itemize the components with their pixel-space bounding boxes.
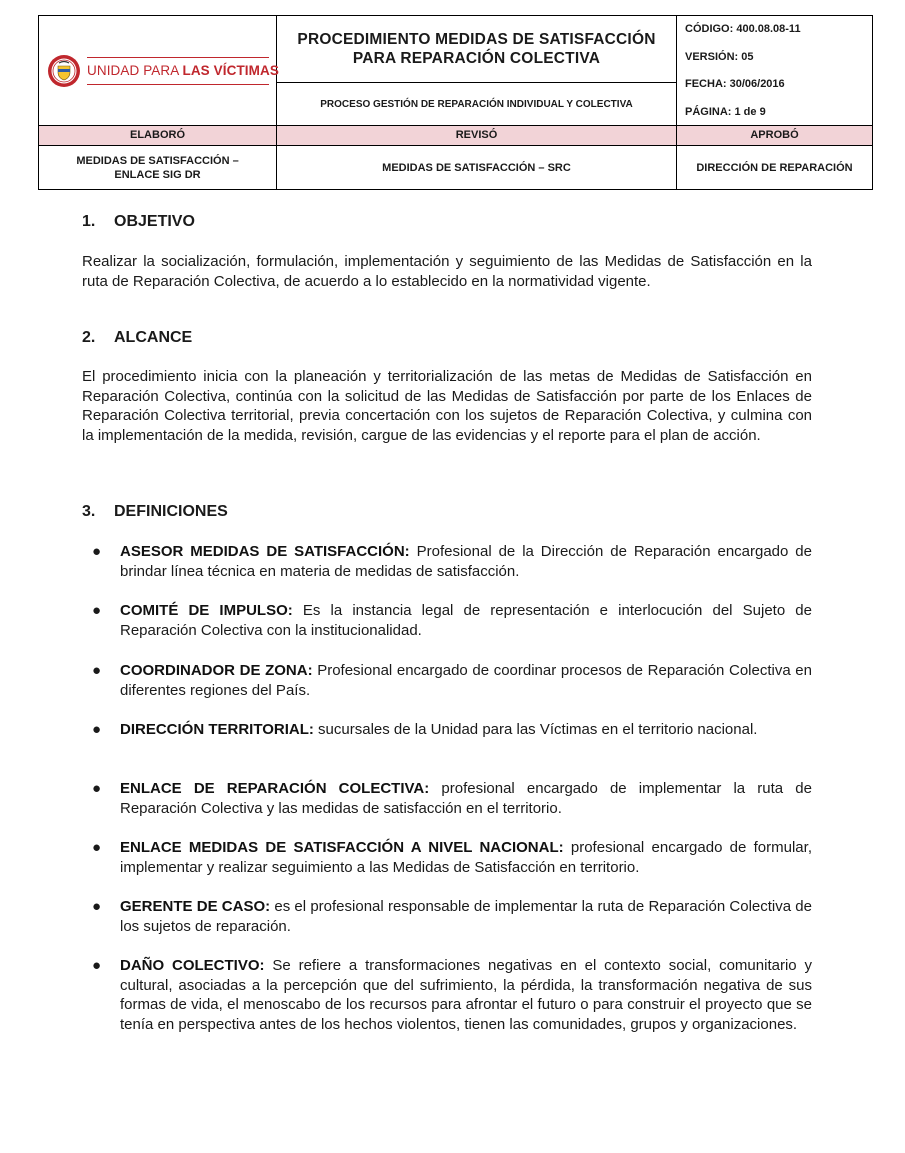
definition-term: GERENTE DE CASO: bbox=[120, 898, 271, 915]
definition-item bbox=[92, 542, 812, 581]
logo-text-regular: UNIDAD PARA bbox=[87, 63, 183, 78]
elaboro-signer bbox=[39, 146, 277, 189]
definition-description: es el profesional responsable de implementar la ruta de Reparación Colectiva de los sujetos de reparación. bbox=[120, 898, 812, 935]
bullet-icon: ● bbox=[92, 957, 102, 974]
section-number: 3. bbox=[82, 503, 96, 520]
alcance-paragraph: El procedimiento inicia con la planeación y territorialización de las metas de Medidas de Satisfacción en Reparación Colectiva, continúa con la solicitud de las Medidas de Satisfacción por parte de los Enlaces de Reparación Colectiva territorial, previa concertación con los sujetos de Reparación Colectiva, y culmina con la implementación de la medida, revisión, cargue de las evidencias y el reporte para el plan de acción. bbox=[82, 368, 812, 444]
approval-header-band bbox=[39, 125, 872, 146]
document-meta-cell bbox=[677, 16, 872, 125]
logo-cell bbox=[39, 16, 277, 125]
definition-term: DIRECCIÓN TERRITORIAL: bbox=[120, 721, 314, 738]
logo-text-bold: LAS VÍCTIMAS bbox=[182, 63, 279, 78]
definition-description: Profesional de la Dirección de Reparación encargado de brindar línea técnica en materia de medidas de satisfacción. bbox=[120, 543, 812, 580]
approval-signers-row bbox=[39, 146, 872, 189]
elaboro-header: ELABORÓ bbox=[39, 126, 277, 145]
section-heading-definiciones bbox=[82, 503, 228, 521]
bullet-icon: ● bbox=[92, 839, 102, 856]
definition-description: sucursales de la Unidad para las Víctimas en el territorio nacional. bbox=[313, 721, 758, 738]
bullet-icon: ● bbox=[92, 780, 102, 797]
document-header-table bbox=[38, 15, 873, 190]
section-number: 2. bbox=[82, 329, 96, 346]
definition-description: Profesional encargado de coordinar procesos de Reparación Colectiva en diferentes regiones del País. bbox=[120, 662, 812, 699]
codigo-label: CÓDIGO: 400.08.08-11 bbox=[685, 23, 801, 35]
section-heading-alcance bbox=[82, 329, 192, 347]
definition-item bbox=[92, 838, 812, 877]
section-title: OBJETIVO bbox=[114, 213, 195, 230]
bullet-icon: ● bbox=[92, 602, 102, 619]
process-name: PROCESO GESTIÓN DE REPARACIÓN INDIVIDUAL Y COLECTIVA bbox=[320, 98, 633, 110]
definition-description: Es la instancia legal de representación e interlocución del Sujeto de Reparación Colectiva con la institucionalidad. bbox=[120, 602, 812, 639]
document-title-line-2: PARA REPARACIÓN COLECTIVA bbox=[352, 50, 601, 67]
section-title: DEFINICIONES bbox=[114, 503, 228, 520]
fecha-label: FECHA: 30/06/2016 bbox=[685, 78, 785, 90]
definition-term: DAÑO COLECTIVO: bbox=[120, 957, 265, 974]
bullet-icon: ● bbox=[92, 898, 102, 915]
section-heading-objetivo bbox=[82, 213, 195, 231]
objetivo-paragraph: Realizar la socialización, formulación, implementación y seguimiento de las Medidas de Satisfacción en la ruta de Reparación Colectiva, de acuerdo a lo establecido en la normatividad vigente. bbox=[82, 253, 812, 290]
bullet-icon: ● bbox=[92, 662, 102, 679]
definition-term: COORDINADOR DE ZONA: bbox=[120, 662, 313, 679]
definition-item bbox=[92, 601, 812, 640]
process-name-cell bbox=[277, 83, 677, 125]
section-title: ALCANCE bbox=[114, 329, 193, 346]
elaboro-signer-line-2: ENLACE SIG DR bbox=[114, 168, 201, 181]
colombia-seal-icon bbox=[47, 54, 81, 88]
definition-item bbox=[92, 897, 812, 936]
definition-description: profesional encargado de formular, implementar y realizar seguimiento a las Medidas de Satisfacción en territorio. bbox=[120, 839, 812, 876]
pagina-label: PÁGINA: 1 de 9 bbox=[685, 105, 766, 118]
elaboro-signer-line-1: MEDIDAS DE SATISFACCIÓN – bbox=[76, 154, 239, 167]
definition-item bbox=[92, 956, 812, 1034]
definition-description: Se refiere a transformaciones negativas en el contexto social, comunitario y cultural, asociadas a la percepción que del sufrimiento, la pérdida, la transformación negativa de sus formas de vida, el menoscabo de los recursos para afrontar el futuro o para construir el proyecto que se tenía en perspectiva antes de los hechos violentos, tienen las comunidades, grupos y organizaciones. bbox=[120, 957, 812, 1033]
reviso-signer: MEDIDAS DE SATISFACCIÓN – SRC bbox=[277, 146, 677, 189]
unidad-victimas-logo bbox=[47, 54, 279, 94]
definition-term: ENLACE MEDIDAS DE SATISFACCIÓN A NIVEL NACIONAL: bbox=[120, 839, 564, 856]
aprobo-header: APROBÓ bbox=[750, 129, 799, 141]
section-number: 1. bbox=[82, 213, 96, 230]
definition-term: ASESOR MEDIDAS DE SATISFACCIÓN: bbox=[120, 543, 410, 560]
definition-term: COMITÉ DE IMPULSO: bbox=[120, 602, 293, 619]
definition-item bbox=[92, 661, 812, 700]
definition-description: profesional encargado de implementar la ruta de Reparación Colectiva y las medidas de satisfacción en el territorio. bbox=[120, 780, 812, 817]
document-title-line-1: PROCEDIMIENTO MEDIDAS DE SATISFACCIÓN bbox=[297, 31, 656, 48]
version-label: VERSIÓN: 05 bbox=[685, 50, 754, 63]
bullet-icon: ● bbox=[92, 543, 102, 560]
definition-item bbox=[92, 779, 812, 818]
definition-item bbox=[92, 720, 812, 740]
definition-term: ENLACE DE REPARACIÓN COLECTIVA: bbox=[120, 780, 430, 797]
document-title-cell bbox=[277, 16, 677, 83]
reviso-header: REVISÓ bbox=[277, 126, 677, 145]
aprobo-signer: DIRECCIÓN DE REPARACIÓN bbox=[696, 161, 853, 174]
bullet-icon: ● bbox=[92, 721, 102, 738]
